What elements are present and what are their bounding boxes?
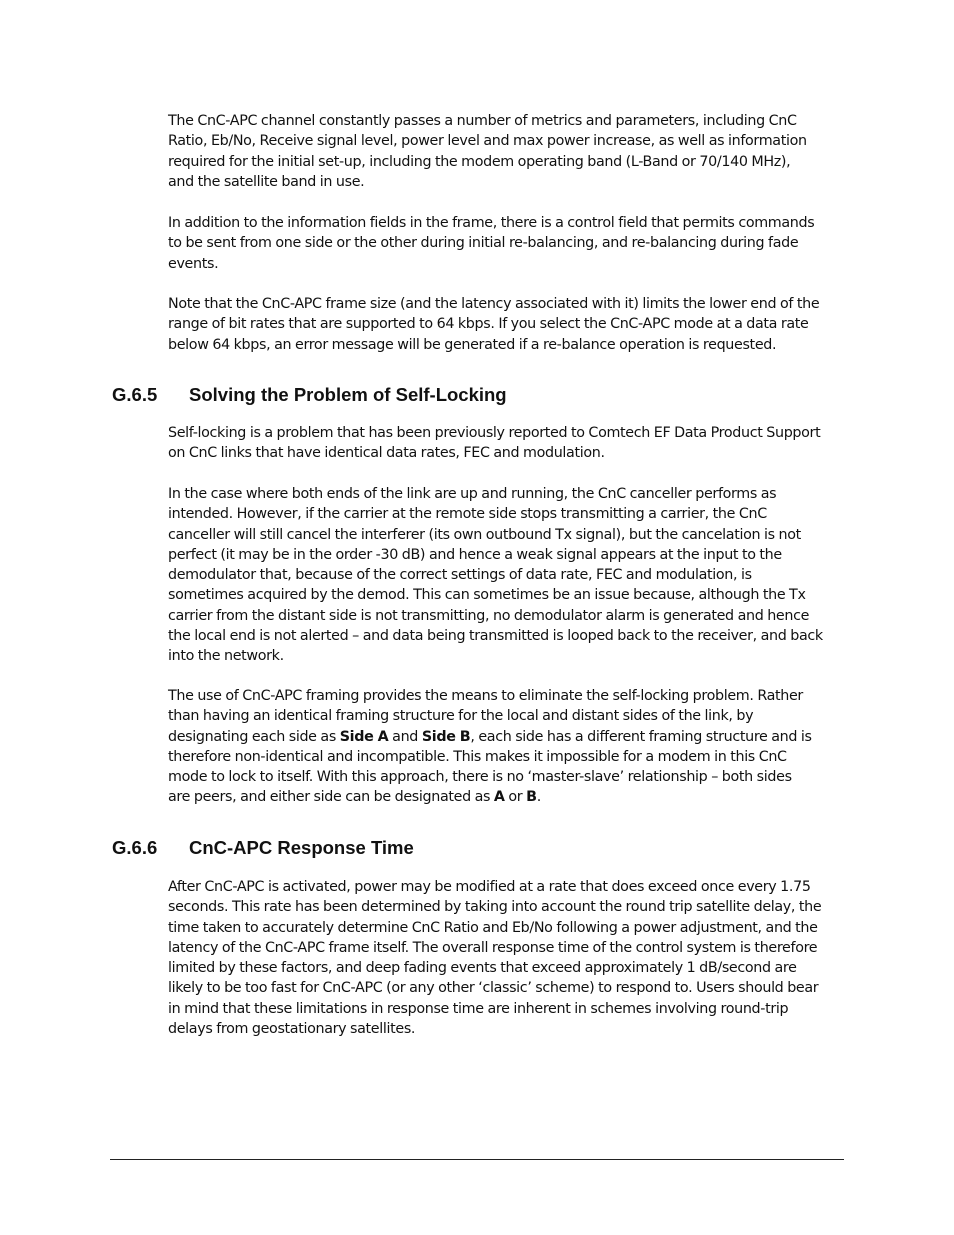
g65-p3-text-3: , each side has a different framing structure and is therefore non-identical and incompatible. This makes it impossible for a modem in this CnC mode to lock to itself. With this approach, there is no ‘master-slave’ relationship – both sides are peers, and either side can be designated as [168, 728, 812, 806]
side-a-bold: Side A [339, 728, 389, 745]
g65-paragraph-1: Self-locking is a problem that has been previously reported to Comtech EF Data Product Support on CnC links that have identical data rates, FEC and modulation. [168, 425, 821, 462]
side-b-bold: Side B [421, 728, 471, 745]
g65-p3-text-4: or [504, 789, 527, 806]
section-title: Solving the Problem of Self-Locking [189, 384, 507, 405]
section-heading-g65 [112, 384, 507, 406]
section-heading-g66 [112, 837, 414, 859]
a-bold: A [493, 789, 505, 806]
g66-paragraph-1: After CnC-APC is activated, power may be modified at a rate that does exceed once every 1.75 seconds. This rate has been determined by taking into account the round trip satellite delay, the time taken to accurately determine CnC Ratio and Eb/No following a power adjustment, and the latency of the CnC-APC frame itself. The overall response time of the control system is therefore limited by these factors, and deep fading events that exceed approximately 1 dB/second are likely to be too fast for CnC-APC (or any other ‘classic’ scheme) to respond to. Users should bear in mind that these limitations in response time are inherent in schemes involving round-trip delays from geostationary satellites. [168, 879, 822, 1038]
footer-divider [110, 1159, 844, 1160]
intro-paragraph-1: The CnC-APC channel constantly passes a number of metrics and parameters, including CnC Ratio, Eb/No, Receive signal level, power level and max power increase, as well as information required for the initial set-up, including the modem operating band (L-Band or 70/140 MHz), and the satellite band in use. [168, 113, 807, 190]
intro-paragraph-3: Note that the CnC-APC frame size (and the latency associated with it) limits the lower end of the range of bit rates that are supported to 64 kbps. If you select the CnC-APC mode at a data rate below 64 kbps, an error message will be generated if a re-balance operation is requested. [168, 296, 820, 353]
g65-paragraph-3 [168, 686, 844, 808]
section-number: G.6.5 [112, 384, 158, 405]
g65-paragraph-2: In the case where both ends of the link are up and running, the CnC canceller performs as intended. However, if the carrier at the remote side stops transmitting a carrier, the CnC canceller will still cancel the interferer (its own outbound Tx signal), but the cancelation is not perfect (it may be in the order -30 dB) and hence a weak signal appears at the input to the demodulator that, because of the correct settings of data rate, FEC and modulation, is sometimes acquired by the demod. This can sometimes be an issue because, although the Tx carrier from the distant side is not transmitting, no demodulator alarm is generated and hence the local end is not alerted – and data being transmitted is looped back to the receiver, and back into the network. [168, 486, 823, 665]
section-number: G.6.6 [112, 837, 158, 858]
section-title: CnC-APC Response Time [189, 837, 414, 858]
g65-p3-text-5: . [536, 789, 541, 806]
b-bold: B [526, 789, 537, 806]
g65-p3-text-1: The use of CnC-APC framing provides the means to eliminate the self-locking problem. Rather than having an identical framing structure for the local and distant sides of the link, by designating each side as [168, 688, 803, 745]
intro-paragraph-2: In addition to the information fields in the frame, there is a control field that permits commands to be sent from one side or the other during initial re-balancing, and re-balancing during fade events. [168, 215, 815, 272]
g65-p3-text-2: and [388, 728, 422, 745]
